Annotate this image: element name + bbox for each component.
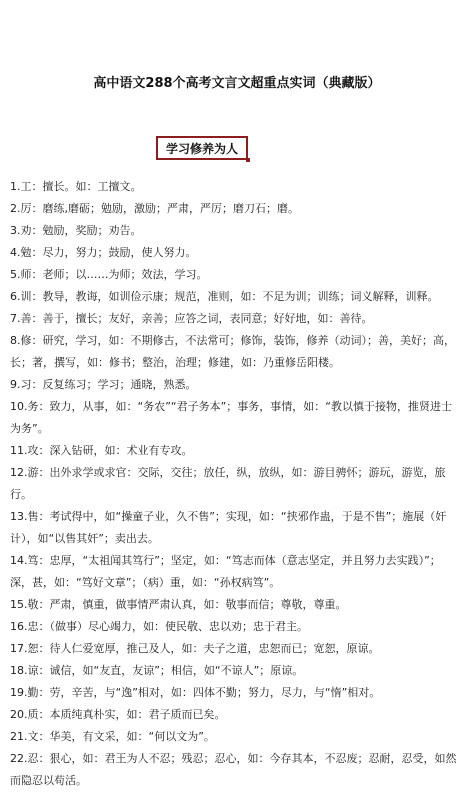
list-item: 12.游：出外求学或求官：交际，交往；放任，纵，放纵，如：游目骋怀；游玩，游览，旅行。 (10, 466, 446, 501)
list-item: 20.质：本质纯真朴实，如：君子质而已矣。 (10, 708, 226, 721)
list-item: 13.售：考试得中，如“操童子业，久不售”；实现，如：“挟邪作蛊，于是不售”；施展（奸计），如“以售其奸”；卖出去。 (10, 510, 447, 545)
list-item: 14.笃：忠厚，“太祖闻其笃行”；坚定，如：“笃志而体（意志坚定，并且努力去实践）”；深，甚，如：“笃好文章”；（病）重，如：“孙权病笃”。 (10, 554, 441, 589)
list-item: 8.修：研究，学习，如：不期修古，不法常可；修饰，装饰，修养（动词）；善，美好；高，长；著，撰写，如：修书；整治，治理；修建，如：乃重修岳阳楼。 (10, 334, 455, 369)
list-item: 17.恕：待人仁爱宽厚，推己及人，如：夫子之道，忠恕而已；宽恕，原谅。 (10, 642, 380, 655)
list-item: 15.敬：严肃，慎重，做事情严肃认真，如：敬事而信；尊敬，尊重。 (10, 598, 347, 611)
list-item: 21.文：华美，有文采，如：“何以文为”。 (10, 730, 215, 743)
list-item: 3.劝：勉励，奖励；劝告。 (10, 224, 142, 237)
list-item: 18.谅：诚信，如“友直，友谅”；相信，如“不谅人”；原谅。 (10, 664, 304, 677)
corner-marker (246, 158, 250, 162)
list-item: 11.攻：深入钻研，如：术业有专攻。 (10, 444, 193, 457)
list-item: 9.习：反复练习；学习；通晓，熟悉。 (10, 378, 197, 391)
entry-list (10, 176, 462, 792)
list-item: 19.勤：劳，辛苦，与“逸”相对，如：四体不勤；努力，尽力，与“惰”相对。 (10, 686, 381, 699)
list-item: 16.忠：（做事）尽心竭力，如：使民敬、忠以劝；忠于君主。 (10, 620, 308, 633)
list-item: 10.务：致力，从事，如：“务农”“君子务本”；事务，事情，如：“教以慎于接物，推贤进士为务”。 (10, 400, 452, 435)
document-title: 高中语文288个高考文言文超重点实词（典藏版） (93, 76, 381, 91)
list-item: 2.厉：磨练,磨砺；勉励，激励；严肃，严厉；磨刀石；磨。 (10, 202, 299, 215)
list-item: 1.工：擅长。如：工擅文。 (10, 180, 142, 193)
section-heading-box (156, 136, 248, 160)
list-item: 5.师：老师；以……为师；效法，学习。 (10, 268, 208, 281)
list-item: 22.忍：狠心，如：君王为人不忍；残忍；忍心，如：今存其本，不忍废；忍耐，忍受，如然而隐忍以苟活。 (10, 752, 457, 787)
list-item: 4.勉：尽力，努力；鼓励，使人努力。 (10, 246, 197, 259)
list-item: 6.训：教导，教诲，如训俭示康；规范，准则，如：不足为训；训练；词义解释，训释。 (10, 290, 439, 303)
list-item: 7.善：善于，擅长；友好，亲善；应答之词，表同意；好好地，如：善待。 (10, 312, 373, 325)
section-heading-label: 学习修养为人 (165, 141, 238, 156)
